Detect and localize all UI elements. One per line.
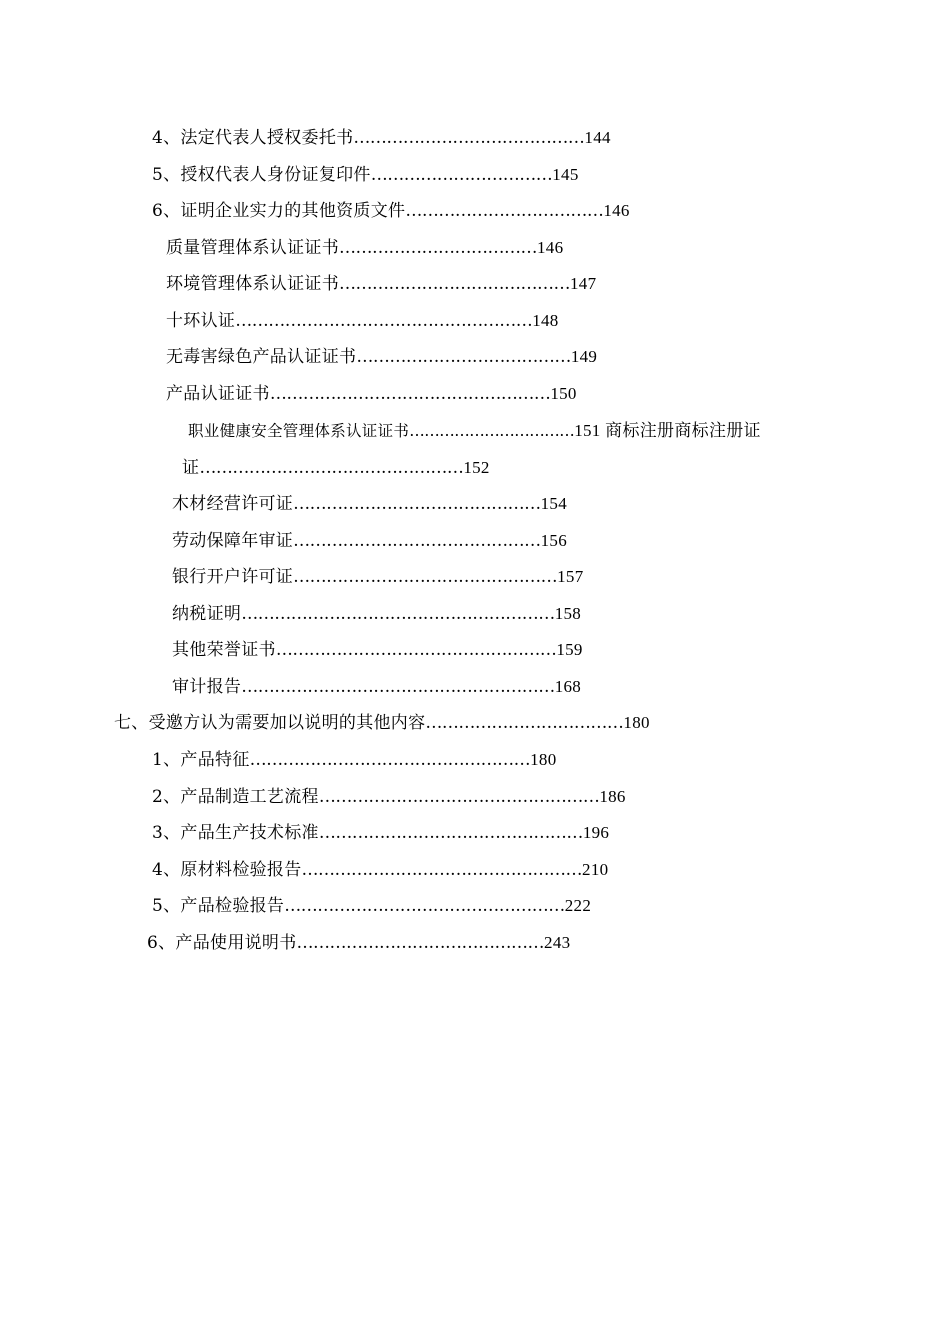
toc-entry[interactable] (114, 712, 650, 734)
toc-entry-title: 产品认证证书 (166, 384, 270, 404)
toc-entry-title: 纳税证明 (172, 604, 242, 624)
toc-entry[interactable] (188, 420, 761, 442)
toc-entry[interactable] (152, 164, 579, 186)
toc-entry[interactable] (172, 530, 567, 552)
toc-leader-dots: ……………………………………………… (235, 311, 533, 331)
toc-entry-title: 5、产品检验报告 (152, 896, 285, 916)
toc-leader-dots: …………………………………………… (269, 384, 551, 404)
toc-entry-title: 4、原材料检验报告 (152, 860, 302, 880)
toc-entry-title: 劳动保障年审证 (172, 531, 294, 551)
toc-page-number: 168 (554, 677, 582, 696)
toc-leader-dots: …………………………… (409, 422, 575, 440)
toc-entry[interactable] (152, 859, 608, 881)
toc-entry[interactable] (147, 932, 570, 954)
toc-entry[interactable] (152, 786, 626, 808)
toc-leader-dots: …………………………………………… (249, 750, 531, 770)
toc-page-number: 159 (556, 640, 583, 659)
toc-leader-dots: ………………………………………… (293, 567, 558, 587)
toc-entry[interactable] (166, 237, 563, 259)
toc-entry[interactable] (172, 603, 581, 625)
toc-page-number: 149 (570, 347, 598, 366)
toc-entry[interactable] (152, 895, 591, 917)
toc-leader-dots: …………………………………………… (301, 860, 583, 880)
toc-entry[interactable] (172, 493, 567, 515)
toc-page-number: 157 (557, 567, 584, 586)
toc-entry[interactable] (182, 457, 490, 479)
toc-leader-dots: …………………………… (370, 165, 553, 185)
toc-entry-title: 证 (182, 458, 200, 478)
toc-page-number: 180 (623, 713, 650, 732)
toc-leader-dots: …………………………………………… (318, 787, 600, 807)
toc-page-number: 146 (537, 238, 564, 257)
toc-page-number: 243 (544, 933, 571, 952)
toc-leader-dots: ………………………………………… (318, 823, 583, 843)
toc-leader-dots: ………………………………………………… (241, 677, 555, 697)
toc-page-number: 148 (532, 311, 559, 330)
toc-entry[interactable] (166, 310, 559, 332)
toc-leader-dots: ……………………………… (425, 713, 624, 733)
toc-leader-dots: ……………………………………… (293, 531, 541, 551)
toc-entry[interactable] (152, 200, 630, 222)
toc-entry[interactable] (166, 346, 597, 368)
toc-page-number: 144 (584, 128, 611, 147)
toc-page-number: 146 (603, 201, 630, 220)
toc-page-number: 150 (550, 384, 577, 403)
toc-entry[interactable] (166, 383, 577, 405)
toc-page-number: 210 (582, 860, 609, 879)
toc-leader-dots: ……………………………………… (293, 494, 541, 514)
toc-entry[interactable] (152, 749, 557, 771)
toc-leader-dots: …………………………………………… (275, 640, 557, 660)
toc-page-number: 152 (463, 458, 490, 477)
toc-page-number: 222 (564, 896, 592, 915)
toc-leader-dots: ………………………………… (356, 347, 571, 367)
toc-entry[interactable] (172, 639, 583, 661)
toc-leader-dots: ………………………………………………… (241, 604, 555, 624)
toc-entry[interactable] (166, 273, 596, 295)
toc-entry-title: 审计报告 (172, 677, 242, 697)
toc-entry-title: 木材经营许可证 (172, 494, 294, 514)
toc-page-number: 156 (540, 531, 568, 550)
toc-leader-dots: ……………………………… (405, 201, 604, 221)
toc-entry[interactable] (152, 127, 611, 149)
toc-entry-title: 银行开户许可证 (172, 567, 294, 587)
toc-entry-title: 质量管理体系认证证书 (166, 238, 339, 258)
toc-entry[interactable] (152, 822, 609, 844)
toc-page-number: 196 (582, 823, 610, 842)
toc-page-number: 186 (599, 787, 626, 806)
toc-entry-title: 环境管理体系认证证书 (166, 274, 339, 294)
toc-entry[interactable] (172, 676, 581, 698)
toc-leader-dots: …………………………………… (353, 128, 585, 148)
toc-entry-title: 十环认证 (166, 311, 236, 331)
toc-entry-title: 职业健康安全管理体系认证证书 (188, 422, 410, 440)
toc-entry-title: 七、受邀方认为需要加以说明的其他内容 (114, 713, 426, 733)
toc-entry-title: 3、产品生产技术标准 (152, 823, 319, 843)
toc-entry-title: 6、证明企业实力的其他资质文件 (152, 201, 406, 221)
toc-page-number: 151 商标注册商标注册证 (574, 421, 761, 440)
toc-page-number: 158 (554, 604, 582, 623)
toc-entry-title: 4、法定代表人授权委托书 (152, 128, 354, 148)
toc-entry[interactable] (172, 566, 584, 588)
toc-entry-title: 1、产品特征 (152, 750, 250, 770)
toc-leader-dots: ……………………………… (339, 238, 537, 258)
toc-entry-title: 6、产品使用说明书 (147, 933, 297, 953)
toc-entry-title: 5、授权代表人身份证复印件 (152, 165, 371, 185)
toc-page-number: 145 (552, 165, 579, 184)
toc-leader-dots: ………………………………………… (199, 458, 464, 478)
toc-page-number: 147 (570, 274, 597, 293)
toc-page-number: 180 (530, 750, 557, 769)
toc-leader-dots: ……………………………………… (296, 933, 545, 953)
toc-leader-dots: …………………………………… (339, 274, 570, 294)
toc-entry-title: 2、产品制造工艺流程 (152, 787, 319, 807)
toc-entry-title: 无毒害绿色产品认证证书 (166, 347, 357, 367)
toc-entry-title: 其他荣誉证书 (172, 640, 276, 660)
toc-leader-dots: …………………………………………… (284, 896, 565, 916)
toc-page-number: 154 (540, 494, 568, 513)
